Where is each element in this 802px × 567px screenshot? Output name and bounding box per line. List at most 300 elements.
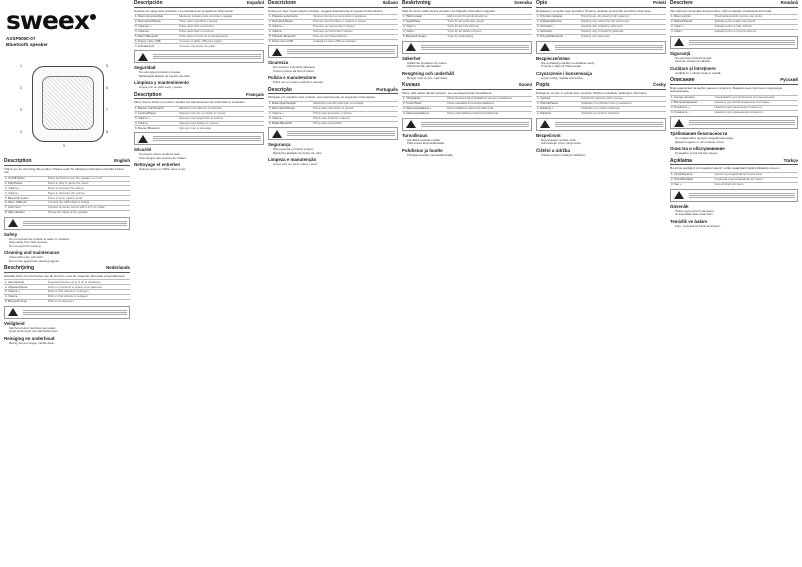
- warning-box: [536, 41, 666, 54]
- safety-list: [670, 137, 798, 144]
- language-section: [268, 87, 398, 167]
- warning-line: [287, 135, 395, 136]
- warning-line: [555, 126, 663, 127]
- warning-icon: [674, 119, 684, 127]
- feature-desc: Țineți apăsat pentru pornire sau oprire.: [714, 15, 798, 20]
- warning-box: [536, 118, 666, 131]
- section-intro: Gracias por elegir este producto. Lea atentamente la siguiente información.: [134, 8, 235, 13]
- safety-item: • Stel het product niet bloot aan water.: [9, 327, 130, 331]
- warning-line: [689, 195, 795, 196]
- section-header: [670, 77, 798, 85]
- feature-name: 1. Vypínač: [536, 97, 580, 102]
- safety-item: • Manténgalo alejado de fuentes de calor.: [139, 75, 264, 79]
- care-list: [670, 72, 798, 76]
- feature-desc: Druk om muziek af te spelen of te pauzeren.: [47, 285, 130, 290]
- feature-row: [536, 34, 666, 38]
- feature-name: 1. Açma/Kapama: [670, 173, 714, 178]
- section-header: [536, 82, 666, 90]
- warning-line: [421, 49, 529, 50]
- feature-name: 3. Громкость +: [670, 105, 714, 110]
- section-title: Descrizione: [268, 0, 297, 6]
- safety-item: • Älä altista tuotetta vedelle.: [407, 139, 532, 143]
- warning-box: [268, 45, 398, 58]
- warning-lines: [285, 130, 397, 137]
- safety-item: • Ürünü suya maruz bırakmayın.: [675, 210, 798, 214]
- feature-table: [268, 101, 398, 125]
- warning-box: [268, 127, 398, 140]
- section-title: Kuvaus: [402, 82, 421, 89]
- feature-table: [268, 14, 398, 43]
- feature-desc: Premere per aumentare il volume.: [312, 24, 398, 29]
- feature-desc: Tenere premuto per accendere o spegnere.: [312, 15, 398, 20]
- feature-name: 4. Głośność -: [536, 29, 580, 34]
- language-section: [536, 82, 666, 157]
- care-title: Puhdistus ja huolto: [402, 147, 443, 153]
- feature-table: [4, 279, 130, 303]
- safety-title: Bezpieczeństwo: [536, 55, 570, 61]
- warning-line: [287, 133, 395, 134]
- care-item: • Kuru, yumuşak bir bezle temizleyin.: [675, 225, 798, 229]
- feature-name: 2. Play/Pause: [4, 181, 47, 186]
- feature-desc: Удерживайте для включения или выключения.: [714, 95, 798, 100]
- column-6: [670, 0, 798, 567]
- feature-name: 2. Reproducir/Pausa: [134, 19, 178, 24]
- feature-name: 2. Spela/Paus: [402, 19, 446, 24]
- section-header: [4, 265, 130, 273]
- feature-name: 2. Riproduci/Pausa: [268, 19, 312, 24]
- care-title: Nettoyage et entretien: [134, 162, 181, 168]
- feature-desc: Connect the USB cable to charge.: [47, 201, 130, 206]
- warning-lines: [687, 39, 797, 46]
- care-list: [670, 225, 798, 229]
- feature-name: 1. Botão ligar/desligar: [268, 102, 312, 107]
- feature-desc: Prima para aumentar o volume.: [312, 111, 398, 116]
- warning-icon: [272, 130, 282, 138]
- feature-desc: Pulse para reproducir o pausar.: [178, 19, 264, 24]
- feature-desc: Pulse para el modo de emparejamiento.: [178, 34, 264, 39]
- section-language: Nederlands: [106, 265, 130, 271]
- brand-logo: sweex: [6, 6, 96, 35]
- feature-name: 3. Hlasitost +: [536, 106, 580, 111]
- section-header: [134, 0, 264, 8]
- section-language: Polski: [653, 0, 666, 5]
- column-5: [536, 0, 666, 567]
- safety-item: • Não exponha o produto à água.: [273, 148, 398, 152]
- feature-desc: Paina lisätäksesi äänenvoimakkuutta.: [446, 106, 532, 111]
- warning-line: [555, 45, 663, 46]
- warning-box: [402, 41, 532, 54]
- safety-list: [402, 139, 532, 146]
- feature-name: 3. Volume +: [268, 24, 312, 29]
- warning-line: [153, 54, 261, 55]
- safety-title: Turvallisuus: [402, 132, 428, 138]
- warning-line: [23, 225, 127, 226]
- section-title: Descrição: [268, 86, 292, 93]
- product-name: Bluetooth speaker: [6, 43, 48, 48]
- feature-name: 4. Volume -: [268, 29, 312, 34]
- feature-desc: Sesi artırmak için basın.: [714, 182, 798, 186]
- language-section: [4, 265, 130, 345]
- care-list: [4, 256, 130, 263]
- safety-title: Sécurité: [134, 147, 152, 153]
- warning-line: [689, 124, 795, 125]
- feature-desc: Pidä painettuna käynnistääksesi tai sammuttaaksesi.: [446, 97, 532, 102]
- feature-name: 2. Odtwarzaj/Pauza: [536, 19, 580, 24]
- care-list: [402, 154, 532, 158]
- warning-line: [689, 193, 795, 194]
- feature-desc: Conecte el cable USB para cargar.: [178, 39, 264, 44]
- feature-name: 1. Buton pornire: [670, 15, 714, 20]
- safety-title: Seguridad: [134, 65, 156, 71]
- safety-title: Требования безопасности: [670, 131, 728, 137]
- warning-line: [421, 124, 529, 125]
- feature-name: 7. Entrada AUX: [134, 44, 178, 48]
- care-title: Curățare și întreținere: [670, 65, 716, 71]
- safety-title: Veiligheid: [4, 320, 25, 326]
- safety-item: • Nie wystawiaj produktu na działanie wody.: [541, 62, 666, 66]
- feature-name: 3. Volum +: [670, 24, 714, 29]
- care-item: • Czyść suchą, miękką ściereczką.: [541, 77, 666, 81]
- warning-box: [670, 36, 798, 49]
- safety-list: [4, 238, 130, 249]
- warning-line: [421, 126, 529, 127]
- safety-item: • Isı kaynaklarından uzak tutun.: [675, 213, 798, 217]
- warning-line: [287, 51, 395, 52]
- feature-desc: Açmak veya kapatmak için basılı tutun.: [714, 173, 798, 178]
- feature-desc: Naciśnij, aby zwiększyć głośność.: [580, 24, 666, 29]
- warning-line: [153, 140, 261, 141]
- feature-name: 2. Воспроизведение: [670, 100, 714, 105]
- care-title: Čištění a údržba: [536, 147, 570, 153]
- safety-list: [134, 153, 264, 160]
- feature-desc: Appuyer pour le jumelage.: [178, 126, 264, 130]
- safety-item: • Feriți de sursele de căldură.: [675, 60, 798, 64]
- section-language: Русский: [780, 77, 798, 83]
- feature-name: 5. Przycisk Bluetooth: [536, 34, 580, 38]
- care-item: • Clean with a dry, soft cloth.: [9, 256, 130, 260]
- care-item: • Nettoyer avec un chiffon doux et sec.: [139, 168, 264, 172]
- feature-name: 4. Äänenvoimakkuus -: [402, 111, 446, 115]
- language-section: [268, 0, 398, 85]
- section-intro: Dziękujemy za wybór tego produktu. Prosimy uważnie przeczytać poniższe informacje.: [536, 8, 652, 13]
- warning-line: [287, 131, 395, 132]
- feature-name: 3. Volumen +: [134, 24, 178, 29]
- safety-title: Safety: [4, 231, 18, 237]
- care-item: • Limpie con un paño seco y suave.: [139, 86, 264, 90]
- section-intro: Kiitos, että valitsit tämän tuotteen. Lue seuraavat tiedot huolellisesti.: [402, 90, 493, 95]
- section-intro: Vă mulțumim că ați ales acest produs. Citiți cu atenție următoarele informații.: [670, 8, 772, 13]
- feature-desc: Premere per riprodurre o mettere in pausa.: [312, 19, 398, 24]
- figure-label: 8: [106, 130, 108, 134]
- speaker-illustration: [18, 56, 116, 154]
- warning-lines: [419, 121, 531, 128]
- feature-name: 6. Micro USB port: [4, 201, 47, 206]
- safety-title: Säkerhet: [402, 55, 421, 61]
- feature-name: 2. Redare/Pauză: [670, 19, 714, 24]
- feature-desc: Apăsați pentru redare sau pauză.: [714, 19, 798, 24]
- section-title: Descriere: [670, 0, 693, 6]
- safety-list: [536, 139, 666, 146]
- feature-desc: Collegare il cavo USB per caricare.: [312, 39, 398, 43]
- warning-line: [555, 47, 663, 48]
- feature-desc: Pulse para subir el volumen.: [178, 24, 264, 29]
- section-intro: Bu ürünü seçtiğiniz için teşekkür ederiz. Lütfen aşağıdaki bilgileri dikkatlice okuyun.: [670, 166, 781, 171]
- feature-desc: Håll intryckt för att slå på eller av.: [446, 15, 532, 20]
- feature-name: 5. Botón Bluetooth: [134, 34, 178, 39]
- section-header: [536, 0, 666, 8]
- warning-box: [4, 217, 130, 230]
- figure-label: 1: [20, 64, 22, 68]
- column-1: [4, 158, 130, 567]
- feature-name: 2. Oynat/Duraklat: [670, 177, 714, 182]
- section-language: Português: [376, 86, 398, 92]
- feature-desc: Appuyer pour baisser le volume.: [178, 121, 264, 126]
- figure-label: 4: [20, 130, 22, 134]
- feature-name: 4. Громкость -: [670, 110, 714, 114]
- feature-name: 2. Lecture/Pause: [134, 111, 178, 116]
- warning-lines: [553, 121, 665, 128]
- feature-desc: Appuyer pour lire ou mettre en pause.: [178, 111, 264, 116]
- care-list: [134, 168, 264, 172]
- feature-desc: Druk om te koppelen.: [47, 299, 130, 303]
- section-title: Popis: [536, 82, 550, 89]
- warning-box: [4, 306, 130, 319]
- feature-desc: Naciśnij, aby zmniejszyć głośność.: [580, 29, 666, 34]
- section-intro: Merci d'avoir choisi ce produit. Veuillez lire attentivement les informations suivantes.: [134, 100, 246, 105]
- warning-icon: [674, 38, 684, 46]
- warning-box: [402, 118, 532, 131]
- section-intro: Obrigado por escolher este produto. Leia atentamente as seguintes informações.: [268, 95, 376, 100]
- warning-line: [287, 53, 395, 54]
- warning-box: [670, 116, 798, 129]
- feature-name: 5. Bouton Bluetooth: [134, 126, 178, 130]
- warning-icon: [8, 219, 18, 227]
- section-language: Français: [245, 91, 264, 97]
- feature-name: 1. Virtapainike: [402, 97, 446, 102]
- safety-item: • Houd uit de buurt van warmtebronnen.: [9, 330, 130, 334]
- feature-table: [670, 95, 798, 115]
- care-title: Reiniging en onderhoud: [4, 335, 55, 341]
- section-header: [268, 87, 398, 95]
- speaker-grill: [42, 76, 94, 130]
- section-language: Türkçe: [783, 157, 798, 163]
- safety-item: • Nevystavujte výrobek vodě.: [541, 139, 666, 143]
- feature-table: [536, 14, 666, 38]
- section-title: Açıklama: [670, 157, 692, 164]
- figure-label: 7: [106, 108, 108, 112]
- safety-title: Segurança: [268, 142, 291, 148]
- care-list: [4, 342, 130, 346]
- feature-name: 5. Botão Bluetooth: [268, 121, 312, 125]
- care-title: Limpieza y mantenimiento: [134, 80, 189, 86]
- warning-line: [555, 124, 663, 125]
- figure-label: 5: [106, 64, 108, 68]
- section-title: Opis: [536, 0, 548, 6]
- warning-line: [555, 49, 663, 50]
- feature-desc: Paina toistaaksesi tai keskeyttääksesi.: [446, 102, 532, 107]
- warning-box: [670, 189, 798, 202]
- feature-name: 3. Głośność +: [536, 24, 580, 29]
- feature-name: 3. Volym +: [402, 24, 446, 29]
- feature-name: 3. Äänenvoimakkuus +: [402, 106, 446, 111]
- care-item: • Čistěte suchým měkkým hadříkem.: [541, 154, 666, 158]
- warning-line: [689, 40, 795, 41]
- warning-line: [689, 44, 795, 45]
- safety-item: • Utsätt inte produkten för vatten.: [407, 62, 532, 66]
- warning-line: [689, 42, 795, 43]
- safety-list: [4, 327, 130, 334]
- column-2: [134, 0, 264, 567]
- warning-line: [23, 312, 127, 313]
- warning-line: [689, 122, 795, 123]
- section-title: Description: [4, 158, 32, 164]
- feature-desc: Press to increase the volume.: [47, 186, 130, 191]
- feature-name: 4. Volumen -: [134, 29, 178, 34]
- feature-name: 5. Bluetooth button: [4, 196, 47, 201]
- feature-desc: Apăsați pentru a mări volumul.: [714, 24, 798, 29]
- feature-desc: Нажмите для воспроизведения или паузы.: [714, 100, 798, 105]
- warning-lines: [553, 44, 665, 51]
- feature-name: 4. Volume -: [134, 121, 178, 126]
- section-intro: Thank you for choosing this product. Please read the following information carefully before use.: [4, 166, 124, 175]
- care-title: Limpeza e manutenção: [268, 157, 317, 163]
- warning-line: [153, 56, 261, 57]
- feature-name: 3. Volume +: [268, 111, 312, 116]
- warning-line: [153, 58, 261, 59]
- section-header: [4, 158, 130, 166]
- feature-table: [670, 14, 798, 34]
- warning-icon: [406, 120, 416, 128]
- feature-row: [4, 299, 130, 303]
- section-language: Română: [780, 0, 798, 5]
- section-language: Italiano: [382, 0, 398, 5]
- feature-row: [268, 39, 398, 43]
- feature-name: 1. På/Av-knapp: [402, 15, 446, 20]
- warning-line: [689, 120, 795, 121]
- warning-line: [421, 122, 529, 123]
- safety-item: • Do not open the housing.: [9, 245, 130, 249]
- warning-lines: [687, 192, 797, 199]
- language-section: [402, 82, 532, 157]
- feature-table: [134, 106, 264, 130]
- safety-title: Siguranță: [670, 50, 691, 56]
- care-list: [402, 77, 532, 81]
- section-header: [670, 0, 798, 8]
- feature-name: 3. Volume +: [134, 116, 178, 121]
- safety-list: [670, 57, 798, 64]
- warning-icon: [138, 53, 148, 61]
- section-title: Descripción: [134, 0, 163, 6]
- section-language: Suomi: [518, 82, 532, 88]
- care-list: [536, 77, 666, 81]
- safety-item: • Trzymaj z dala od źródeł ciepła.: [541, 65, 666, 69]
- feature-name: 5. Pulsante Bluetooth: [268, 34, 312, 39]
- safety-list: [402, 62, 532, 69]
- feature-desc: Press to decrease the volume.: [47, 191, 130, 196]
- feature-desc: Tryck för parkoppling.: [446, 34, 532, 38]
- feature-name: 5. Bluetooth-knapp: [402, 34, 446, 38]
- section-title: Description: [134, 91, 162, 98]
- safety-item: • Håll borta från värmekällor.: [407, 65, 532, 69]
- warning-lines: [151, 135, 263, 142]
- safety-title: Sicurezza: [268, 60, 289, 66]
- logo-dot: [90, 14, 96, 20]
- section-language: Svenska: [514, 0, 532, 5]
- section-language: English: [114, 158, 130, 163]
- feature-desc: Oynatmak veya duraklatmak için basın.: [714, 177, 798, 182]
- care-item: • Curățați cu o cârpă moale și uscată.: [675, 72, 798, 76]
- care-title: Cleaning and maintenance: [4, 250, 60, 256]
- safety-item: • Tenere lontano da fonti di calore.: [273, 70, 398, 74]
- warning-line: [689, 197, 795, 198]
- section-intro: Hartelijk dank voor het kiezen van dit product. Lees de volgende informatie zorgvuldig door.: [4, 273, 126, 278]
- feature-desc: Premere per l'associazione.: [312, 34, 398, 39]
- feature-name: 3. Ses +: [670, 182, 714, 186]
- safety-item: • Non esporre il prodotto all'acqua.: [273, 66, 398, 70]
- warning-line: [153, 138, 261, 139]
- feature-name: 2. Toisto/Tauko: [402, 102, 446, 107]
- feature-desc: Stiskněte pro zvýšení hlasitosti.: [580, 106, 666, 111]
- care-title: Rengöring och underhåll: [402, 70, 454, 76]
- safety-item: • Не подвергайте продукт воздействию воды.: [675, 137, 798, 141]
- language-section: [134, 0, 264, 90]
- section-header: [134, 92, 264, 100]
- language-section: [670, 77, 798, 156]
- figure-label: 6: [106, 86, 108, 90]
- care-list: [670, 152, 798, 156]
- care-item: • Limpe com um pano macio e seco.: [273, 163, 398, 167]
- warning-line: [287, 49, 395, 50]
- feature-desc: Tryck för att höja volymen.: [446, 24, 532, 29]
- feature-desc: Connect an audio source with a 3.5 mm cable.: [47, 206, 130, 211]
- warning-lines: [21, 220, 129, 227]
- warning-lines: [419, 44, 531, 51]
- figure-label: 9: [63, 144, 65, 148]
- feature-name: 6. Puerto micro USB: [134, 39, 178, 44]
- feature-desc: Tryck för att spela eller pausa.: [446, 19, 532, 24]
- care-title: Pulizia e manutenzione: [268, 75, 317, 81]
- feature-desc: Shows the status of the speaker.: [47, 210, 130, 214]
- feature-name: 2. Přehrát/Pauza: [536, 102, 580, 107]
- safety-title: Bezpečnost: [536, 132, 561, 138]
- feature-name: 2. Reproduzir/Pausa: [268, 106, 312, 111]
- safety-item: • Uchovávejte mimo zdroje tepla.: [541, 142, 666, 146]
- section-intro: Tack för att du valde denna produkt. Läs följande information noggrant.: [402, 8, 496, 13]
- feature-table: [4, 176, 130, 215]
- section-header: [402, 82, 532, 90]
- warning-box: [134, 132, 264, 145]
- care-title: Очистка и обслуживание: [670, 146, 725, 152]
- feature-row: [134, 44, 264, 48]
- care-list: [268, 163, 398, 167]
- feature-name: 5. Bluetooth-knop: [4, 299, 47, 303]
- care-title: Temizlik ve bakım: [670, 218, 708, 224]
- safety-title: Güvenlik: [670, 203, 689, 209]
- safety-list: [268, 66, 398, 73]
- feature-row: [134, 126, 264, 130]
- care-item: • Puhdista kuivalla, pehmeällä liinalla.: [407, 154, 532, 158]
- warning-icon: [674, 191, 684, 199]
- warning-line: [555, 122, 663, 123]
- feature-desc: Appuyer pour augmenter le volume.: [178, 116, 264, 121]
- care-item: • Очищайте сухой мягкой тканью.: [675, 152, 798, 156]
- feature-name: 1. On/Off button: [4, 176, 47, 181]
- safety-item: • Tenir éloigné des sources de chaleur.: [139, 157, 264, 161]
- feature-desc: Apăsați pentru a micșora volumul.: [714, 29, 798, 33]
- feature-table: [536, 96, 666, 116]
- feature-desc: Press to enter pairing mode.: [47, 196, 130, 201]
- feature-name: 1. Aan/Uit-knop: [4, 280, 47, 285]
